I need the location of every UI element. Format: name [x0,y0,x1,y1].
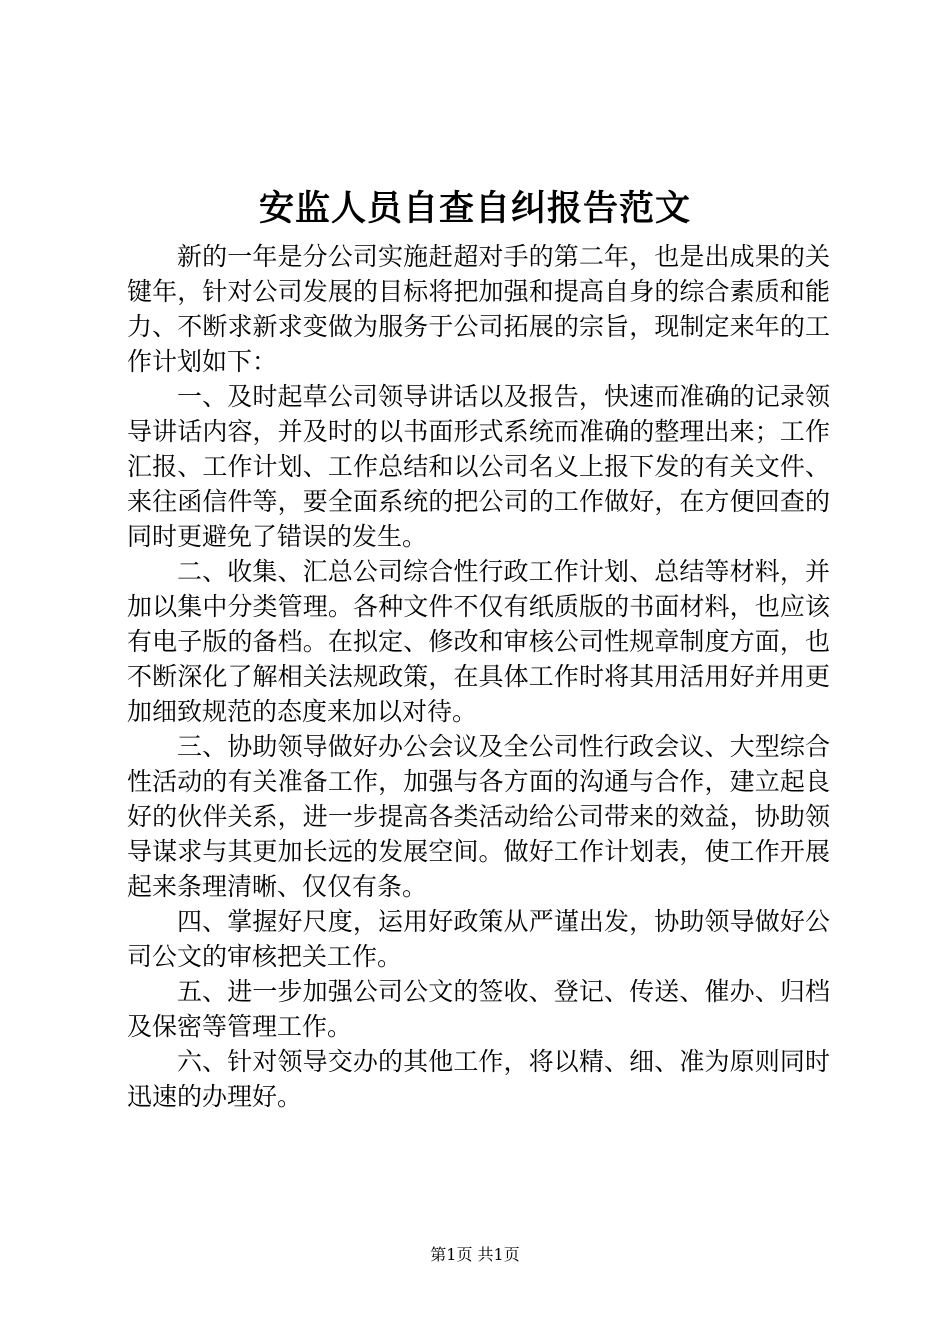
document-body [127,239,830,1114]
document-title: 安监人员自查自纠报告范文 [258,188,691,229]
paragraph-item-2: 二、收集、汇总公司综合性行政工作计划、总结等材料，并加以集中分类管理。各种文件不仅有纸质版的书面材料，也应该有电子版的备档。在拟定、修改和审核公司性规章制度方面，也不断深化了解相关法规政策，在具体工作时将其用活用好并用更加细致规范的态度来加以对待。 [127,557,830,726]
paragraph-item-3: 三、协助领导做好办公会议及全公司性行政会议、大型综合性活动的有关准备工作，加强与各方面的沟通与合作，建立起良好的伙伴关系，进一步提高各类活动给公司带来的效益，协助领导谋求与其更加长远的发展空间。做好工作计划表，使工作开展起来条理清晰、仅仅有条。 [127,732,830,901]
paragraph-intro: 新的一年是分公司实施赶超对手的第二年，也是出成果的关键年，针对公司发展的目标将把加强和提高自身的综合素质和能力、不断求新求变做为服务于公司拓展的宗旨，现制定来年的工作计划如下： [127,242,830,376]
paragraph-item-5: 五、进一步加强公司公文的签收、登记、传送、催办、归档及保密等管理工作。 [127,977,830,1041]
paragraph-item-6: 六、针对领导交办的其他工作，将以精、细、准为原则同时迅速的办理好。 [127,1047,830,1111]
paragraph-item-4: 四、掌握好尺度，运用好政策从严谨出发，协助领导做好公司公文的审核把关工作。 [127,907,830,971]
paragraph-item-1: 一、及时起草公司领导讲话以及报告，快速而准确的记录领导讲话内容，并及时的以书面形式系统而准确的整理出来；工作汇报、工作计划、工作总结和以公司名义上报下发的有关文件、来往函信件等，要全面系统的把公司的工作做好，在方便回查的同时更避免了错误的发生。 [127,382,830,551]
page-footer: 第1页 共1页 [430,1245,520,1264]
